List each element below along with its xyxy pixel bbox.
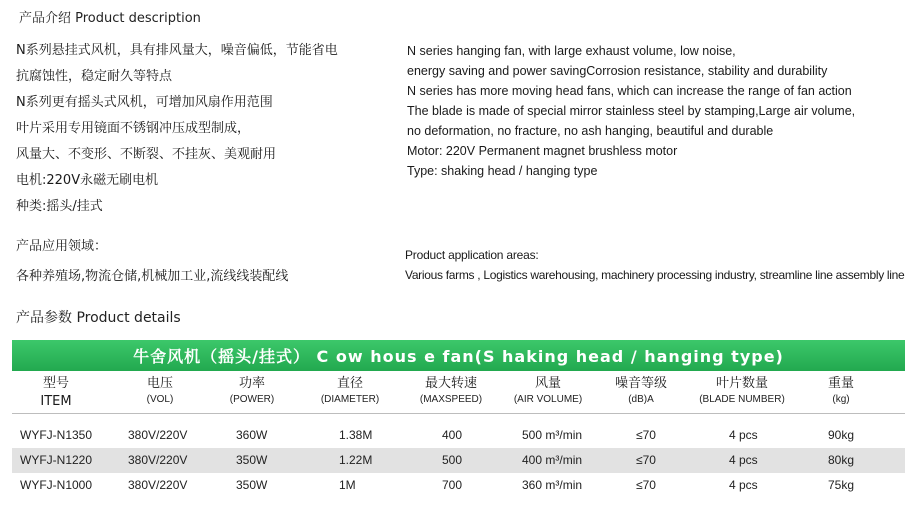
en-line: Motor: 220V Permanent magnet brushless motor <box>407 144 678 158</box>
col-air-main: 风量 <box>534 376 561 391</box>
col-vol-main: 电压 <box>146 376 173 391</box>
col-power-sub: (POWER) <box>229 394 275 405</box>
cn-line: 风量大、不变形、不断裂、不挂灰、美观耐用 <box>16 147 277 162</box>
cell-weight: 90kg <box>828 428 855 442</box>
table-title-banner: 牛舍风机（摇头/挂式） C ow hous e fan(S haking head / hanging type) <box>12 340 905 371</box>
col-air-header <box>503 375 593 407</box>
col-vol-header <box>120 375 200 407</box>
intro-heading: 产品介绍 Product description <box>19 11 201 26</box>
en-line: energy saving and power savingCorrosion resistance, stability and durability <box>407 64 828 78</box>
application-en-heading: Product application areas: <box>405 248 539 262</box>
col-power-main: 功率 <box>238 376 265 391</box>
cell-noise: ≤70 <box>636 478 656 492</box>
col-weight-main: 重量 <box>827 376 854 391</box>
en-line: N series has more moving head fans, which can increase the range of fan action <box>407 84 852 98</box>
cell-diameter: 1.22M <box>339 453 373 467</box>
cell-diameter: 1.38M <box>339 428 373 442</box>
cn-line: N系列更有摇头式风机，可增加风扇作用范围 <box>16 95 273 110</box>
col-item-header <box>20 375 92 411</box>
col-blades-header <box>690 375 794 407</box>
cell-vol: 380V/220V <box>128 453 188 467</box>
col-speed-main: 最大转速 <box>424 376 477 391</box>
col-speed-sub: (MAXSPEED) <box>419 394 483 405</box>
cell-air <box>522 423 582 448</box>
cell-air-unit: m³/min <box>545 478 583 492</box>
col-noise-header <box>598 375 684 407</box>
cell-weight: 75kg <box>828 478 855 492</box>
col-blades-main: 叶片数量 <box>715 376 768 391</box>
en-line: N series hanging fan, with large exhaust volume, low noise, <box>407 44 736 58</box>
cell-air-value: 360 <box>522 478 543 492</box>
cell-speed: 500 <box>441 453 463 467</box>
col-noise-main: 噪音等级 <box>614 376 667 391</box>
cell-power: 350W <box>236 478 268 492</box>
cell-item: WYFJ-N1220 <box>20 453 93 467</box>
application-cn-text: 各种养殖场,物流仓储,机械加工业,流线线装配线 <box>16 269 289 284</box>
en-line: The blade is made of special mirror stainless steel by stamping,Large air volume, <box>407 104 856 118</box>
cell-power: 350W <box>236 453 268 467</box>
cell-item: WYFJ-N1350 <box>20 428 93 442</box>
cell-speed: 700 <box>441 478 463 492</box>
col-blades-sub: (BLADE NUMBER) <box>699 394 785 405</box>
col-item-main: 型号 <box>42 376 69 391</box>
cell-air <box>522 448 582 473</box>
cn-line: 叶片采用专用镜面不锈钢冲压成型制成， <box>16 121 251 136</box>
cell-air-unit: m³/min <box>545 428 583 442</box>
col-diameter-header <box>305 375 395 407</box>
col-vol-sub: (VOL) <box>146 394 174 405</box>
col-power-header <box>212 375 292 407</box>
application-cn-heading: 产品应用领域： <box>16 239 108 254</box>
col-air-sub: (AIR VOLUME) <box>513 394 583 405</box>
cn-description <box>16 38 338 220</box>
cell-speed: 400 <box>441 428 463 442</box>
col-noise-sub: (dB)A <box>628 394 654 405</box>
col-weight-header <box>806 375 876 407</box>
cell-air <box>522 473 582 498</box>
col-speed-header <box>406 375 496 407</box>
en-line: Type: shaking head / hanging type <box>407 164 598 178</box>
col-diameter-main: 直径 <box>336 376 363 391</box>
header-divider <box>12 413 905 414</box>
cn-line: 电机:220V永磁无刷电机 <box>16 173 159 188</box>
cn-line: 抗腐蚀性，稳定耐久等特点 <box>16 69 173 84</box>
application-en-text: Various farms , Logistics warehousing, machinery processing industry, streamline line assembly line <box>405 268 905 282</box>
cell-weight: 80kg <box>828 453 855 467</box>
cn-line: N系列悬挂式风机，具有排风量大，噪音偏低，节能省电 <box>16 43 338 58</box>
cell-blades: 4 pcs <box>729 478 758 492</box>
cell-air-value: 400 <box>522 453 543 467</box>
cell-noise: ≤70 <box>636 453 656 467</box>
details-heading: 产品参数 Product details <box>16 310 181 326</box>
en-description <box>407 41 855 181</box>
col-weight-sub: (kg) <box>832 394 850 405</box>
col-item-sub: ITEM <box>40 394 72 409</box>
en-line: no deformation, no fracture, no ash hanging, beautiful and durable <box>407 124 774 138</box>
table-row <box>12 448 905 473</box>
table-row <box>12 423 905 448</box>
cell-diameter: 1M <box>339 478 356 492</box>
cell-power: 360W <box>236 428 268 442</box>
cell-vol: 380V/220V <box>128 428 188 442</box>
cn-line: 种类:摇头/挂式 <box>16 199 103 214</box>
cell-blades: 4 pcs <box>729 453 758 467</box>
cell-air-value: 500 <box>522 428 543 442</box>
cell-item: WYFJ-N1000 <box>20 478 93 492</box>
cell-blades: 4 pcs <box>729 428 758 442</box>
col-diameter-sub: (DIAMETER) <box>320 394 380 405</box>
cell-noise: ≤70 <box>636 428 656 442</box>
cell-vol: 380V/220V <box>128 478 188 492</box>
cell-air-unit: m³/min <box>545 453 583 467</box>
table-row <box>12 473 905 498</box>
